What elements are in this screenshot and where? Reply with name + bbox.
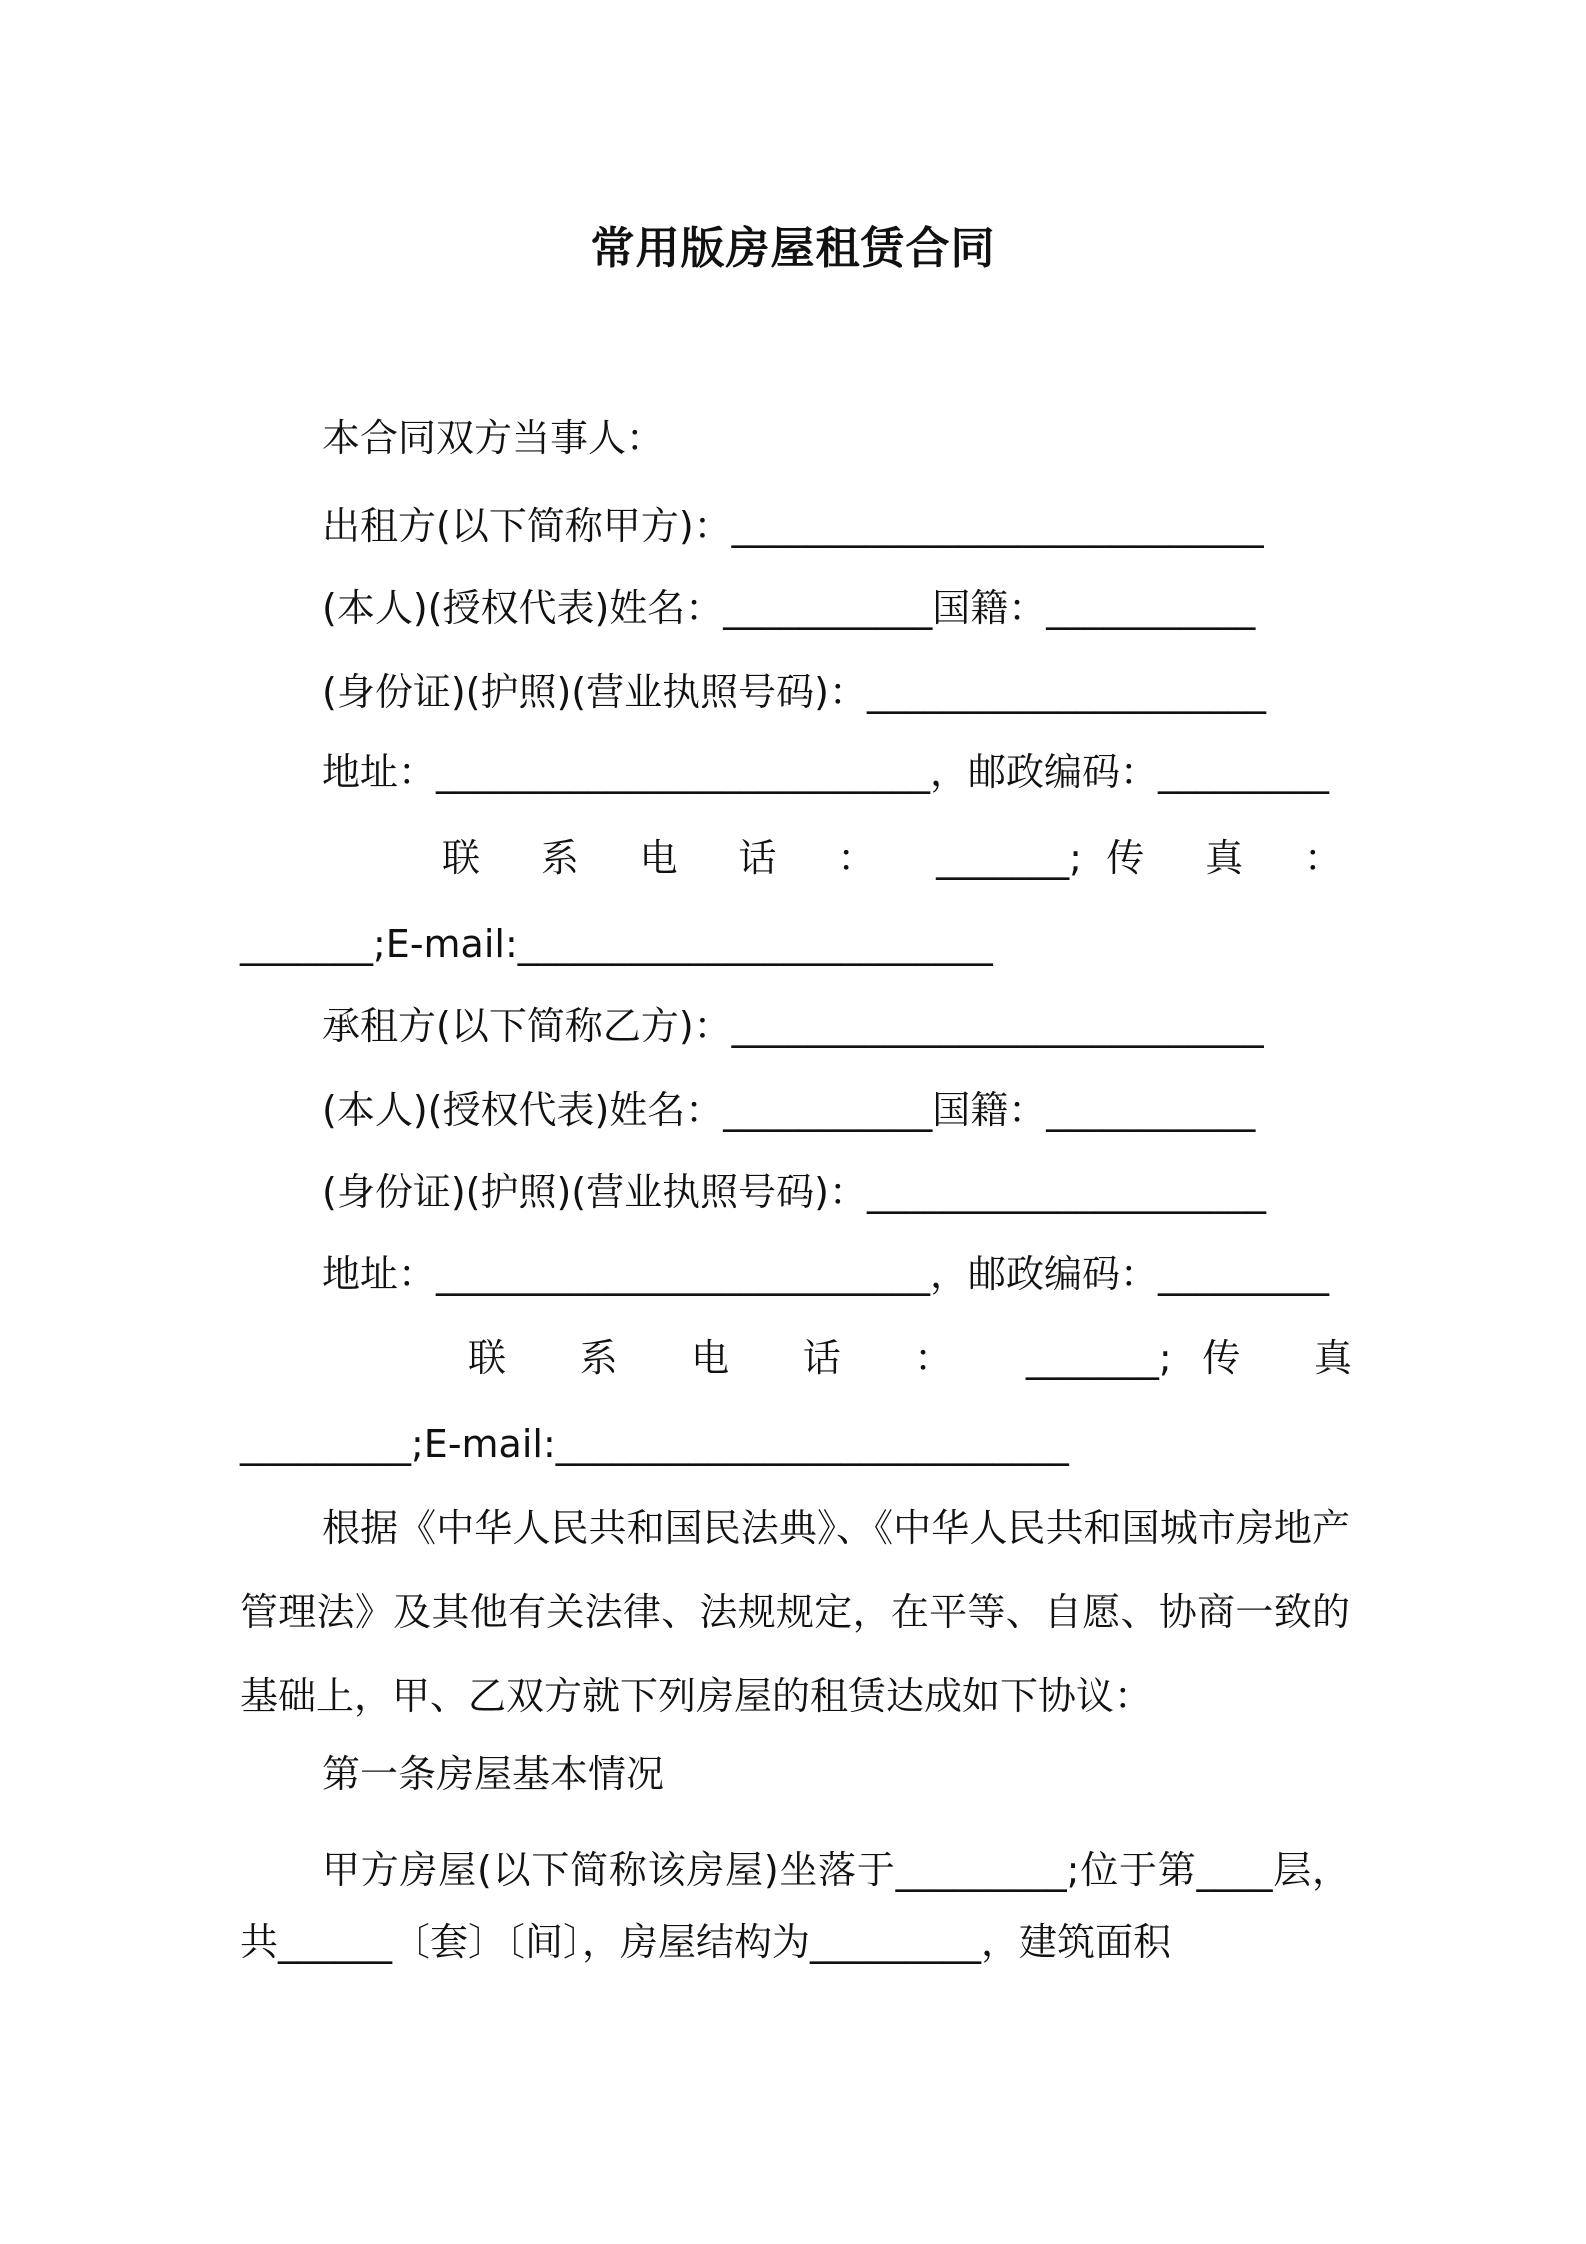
basis-paragraph: 根据《中华人民共和国民法典》、《中华人民共和国城市房地产管理法》及其他有关法律、法规规定，在平等、自愿、协商一致的基础上，甲、乙双方就下列房屋的租赁达成如下协议： (240, 1506, 1350, 1718)
lessee-phone-fax-line: 联 系 电 话 ： _______;传 真 (468, 1336, 1352, 1380)
page-title: 常用版房屋租赁合同 (590, 223, 996, 274)
lessor-address-line: 地址：__________________________，邮政编码：_________ (322, 750, 1330, 794)
lessee-name-line: (本人)(授权代表)姓名：___________国籍：___________ (322, 1088, 1256, 1132)
lessee-email-line: _________;E-mail:___________________________ (240, 1422, 1069, 1466)
lessor-phone-fax-line: 联 系 电 话 ： _______;传 真 ： (442, 836, 1342, 880)
lessee-address-line: 地址：__________________________，邮政编码：_________ (322, 1252, 1330, 1296)
lessor-id-line: (身份证)(护照)(营业执照号码)：_____________________ (322, 670, 1266, 714)
lessee-id-line: (身份证)(护照)(营业执照号码)：_____________________ (322, 1170, 1266, 1214)
parties-intro: 本合同双方当事人： (322, 416, 665, 460)
lessor-name-line: (本人)(授权代表)姓名：___________国籍：___________ (322, 586, 1256, 630)
lessee-label-line: 承租方(以下简称乙方)：____________________________ (322, 1004, 1264, 1048)
article-1-heading: 第一条房屋基本情况 (322, 1752, 665, 1796)
lessor-label-line: 出租方(以下简称甲方)：____________________________ (322, 504, 1264, 548)
article-1-body: 甲方房屋(以下简称该房屋)坐落于_________;位于第____层，共______〔套〕〔间〕，房屋结构为_________，建筑面积 (240, 1848, 1350, 1964)
lessor-email-line: _______;E-mail:_________________________ (240, 922, 993, 966)
